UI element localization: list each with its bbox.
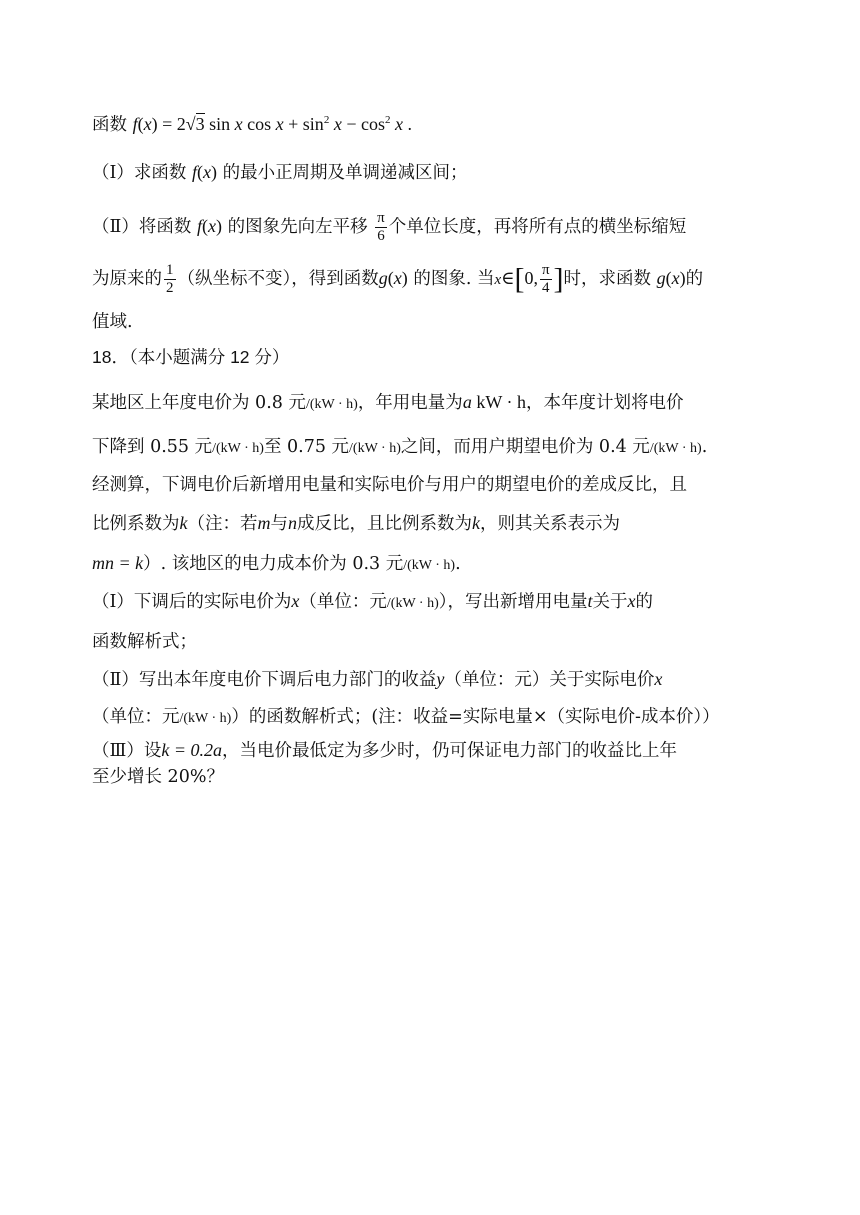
fraction-one-half: $\frac{1}{2}$	[166, 262, 174, 296]
fraction-pi-over-4: $\frac{\pi}{4}$	[541, 262, 550, 296]
p18-line5: mn = k）. 该地区的电力成本价为 0.3 元/(kW · h).	[92, 553, 461, 574]
p18-question3-line2: 至少增长 20%？	[92, 767, 224, 787]
p17-part1: （Ⅰ）求函数 f(x) 的最小正周期及单调递减区间；	[92, 162, 468, 183]
p17-function-definition: 函数 f(x) = 2√3 sin x $\cos x + \sin^2 x - \cos^2 x$ .	[92, 114, 412, 135]
p18-line1: 某地区上年度电价为 0.8 元/(kW · h)，年用电量为a kW · h，本年度计划将电价	[92, 392, 684, 413]
p17-part2-line2: 为原来的 $\frac{1}{2}$ （纵坐标不变），得到函数g(x) 的图象. 当x∈[0, $\frac{\pi}{4}$ ]时，求函数 g(x)的	[92, 262, 704, 296]
p18-line2: 下降到 0.55 元/(kW · h)至 0.75 元/(kW · h)之间，而用户期望电价为 0.4 元/(kW · h).	[92, 437, 708, 457]
p17-part2-line1: （Ⅱ）将函数 f(x) 的图象先向左平移 $\frac{\pi}{6}$ 个单位长度，再将所有点的横坐标缩短	[92, 210, 687, 244]
p17-part2-line3: 值域.	[92, 312, 133, 332]
fraction-pi-over-6: $\frac{\pi}{6}$	[377, 210, 385, 244]
p18-line4: 比例系数为k（注：若m与n成反比，且比例系数为k，则其关系表示为	[92, 513, 620, 534]
p18-question2: （Ⅱ）写出本年度电价下调后电力部门的收益y（单位：元）关于实际电价x	[92, 669, 663, 690]
p18-question3: （Ⅲ）设k = 0.2a，当电价最低定为多少时，仍可保证电力部门的收益比上年	[92, 740, 678, 761]
p18-header: 18．（本小题满分 12 分）	[92, 347, 290, 367]
p18-line3: 经测算，下调电价后新增用电量和实际电价与用户的期望电价的差成反比，且	[92, 475, 687, 495]
p18-question1-line2: 函数解析式；	[92, 632, 197, 652]
p18-question2-line2: （单位：元/(kW · h)）的函数解析式；(注：收益=实际电量×（实际电价-成本价））	[92, 707, 720, 727]
p18-question1: （Ⅰ）下调后的实际电价为x（单位：元/(kW · h)），写出新增用电量t关于x的	[92, 591, 654, 612]
function-formula: f	[132, 114, 138, 134]
